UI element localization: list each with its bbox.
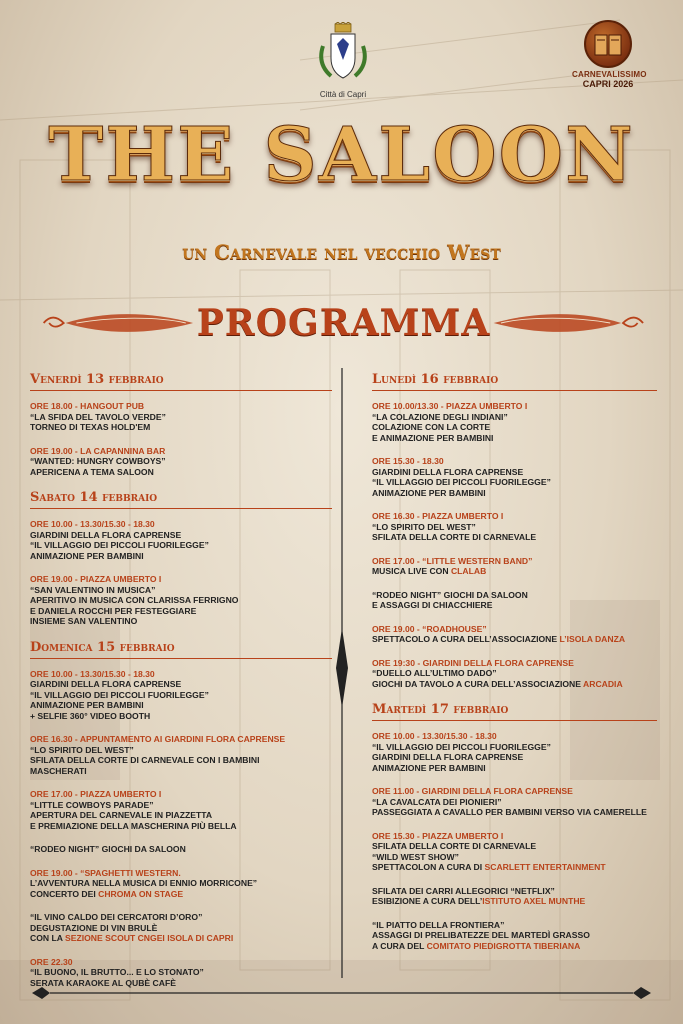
event-time: ORE 11.00 - GIARDINI DELLA FLORA CAPRENSE bbox=[372, 786, 573, 796]
day-heading: Domenica 15 febbraio bbox=[30, 640, 332, 659]
event-line bbox=[372, 634, 657, 645]
event-item bbox=[372, 624, 657, 645]
event-line bbox=[372, 566, 657, 577]
event-line: E DANIELA ROCCHI PER FESTEGGIARE bbox=[30, 605, 197, 616]
event-item bbox=[30, 446, 332, 478]
right-column bbox=[372, 372, 657, 964]
event-line: PASSEGGIATA A CAVALLO PER BAMBINI VERSO VIA CAMERELLE bbox=[372, 807, 647, 817]
day-section-lunedi bbox=[372, 372, 657, 689]
event-time: ORE 19.00 - “ROADHOUSE” bbox=[372, 623, 487, 634]
day-section-martedi bbox=[372, 702, 657, 951]
event-highlight: CHROMA ON STAGE bbox=[98, 888, 184, 899]
event-line: “IL VILLAGGIO DEI PICCOLI FUORILEGGE” bbox=[30, 689, 209, 700]
page-title: THE SALOON bbox=[48, 112, 635, 198]
event-item bbox=[372, 731, 657, 773]
event-line-prefix: SPETTACOLO A CURA DELL’ASSOCIAZIONE bbox=[372, 634, 560, 644]
city-label: Città di Capri bbox=[319, 90, 367, 99]
event-line bbox=[372, 679, 657, 690]
day-heading: Martedì 17 febbraio bbox=[372, 702, 657, 721]
event-line: “LA CAVALCATA DEI PIONIERI” bbox=[372, 796, 502, 807]
day-heading: Venerdì 13 febbraio bbox=[30, 372, 332, 391]
event-line: “IL VILLAGGIO DEI PICCOLI FUORILEGGE” bbox=[30, 540, 209, 550]
event-line: “RODEO NIGHT” GIOCHI DA SALOON bbox=[30, 844, 186, 854]
event-time: ORE 15.30 - PIAZZA UMBERTO I bbox=[372, 830, 504, 841]
event-item bbox=[372, 556, 657, 577]
carnival-name: CARNEVALISSIMO bbox=[572, 70, 647, 79]
event-line: GIARDINI DELLA FLORA CAPRENSE bbox=[30, 529, 182, 540]
event-highlight: ISTITUTO AXEL MUNTHE bbox=[482, 896, 586, 906]
event-line: GIARDINI DELLA FLORA CAPRENSE bbox=[372, 466, 524, 477]
carnival-year: CAPRI 2026 bbox=[582, 79, 634, 89]
event-item bbox=[372, 831, 657, 873]
event-time: ORE 10.00 - 13.30/15.30 - 18.30 bbox=[30, 519, 155, 529]
coat-of-arms-icon bbox=[315, 22, 371, 84]
event-line: E PREMIAZIONE DELLA MASCHERINA PIÙ BELLA bbox=[30, 820, 237, 831]
day-heading: Sabato 14 febbraio bbox=[30, 490, 332, 509]
event-time: ORE 19:30 - GIARDINI DELLA FLORA CAPRENSE bbox=[372, 657, 574, 668]
event-line: ANIMAZIONE PER BAMBINI bbox=[30, 700, 144, 710]
event-line: SFILATA DEI CARRI ALLEGORICI “NETFLIX” bbox=[372, 885, 555, 896]
event-line: DEGUSTAZIONE DI VIN BRULÈ bbox=[30, 922, 158, 933]
event-line: “IL PIATTO DELLA FRONTIERA” bbox=[372, 919, 505, 930]
event-line: E ANIMAZIONE PER BAMBINI bbox=[372, 432, 494, 443]
bottom-ornament-icon bbox=[30, 985, 653, 1001]
event-item bbox=[372, 401, 657, 443]
event-line: SFILATA DELLA CORTE DI CARNEVALE CON I BAMBINI bbox=[30, 755, 260, 765]
day-heading: Lunedì 16 febbraio bbox=[372, 372, 657, 391]
programma-heading: PROGRAMMA bbox=[196, 302, 491, 344]
event-line: SFILATA DELLA CORTE DI CARNEVALE bbox=[372, 841, 537, 851]
event-line: APERICENA A TEMA SALOON bbox=[30, 466, 154, 477]
event-list bbox=[372, 401, 657, 689]
event-line: APERITIVO IN MUSICA CON CLARISSA FERRIGNO bbox=[30, 595, 239, 605]
event-line: GIARDINI DELLA FLORA CAPRENSE bbox=[30, 679, 182, 689]
event-item bbox=[30, 789, 332, 831]
event-line-prefix: ESIBIZIONE A CURA DELL’ bbox=[372, 896, 483, 906]
event-line: “RODEO NIGHT” GIOCHI DA SALOON bbox=[372, 589, 528, 600]
event-item bbox=[372, 886, 657, 907]
event-line: “LA SFIDA DEL TAVOLO VERDE” bbox=[30, 411, 166, 422]
event-line: “IL VILLAGGIO DEI PICCOLI FUORILEGGE” bbox=[372, 477, 551, 487]
event-time: ORE 10.00/13.30 - PIAZZA UMBERTO I bbox=[372, 401, 528, 411]
day-section-venerdi bbox=[30, 372, 332, 477]
event-item bbox=[30, 574, 332, 627]
event-item bbox=[372, 658, 657, 690]
event-line: ASSAGGI DI PRELIBATEZZE DEL MARTEDÌ GRASSO bbox=[372, 930, 590, 940]
event-line: MASCHERATI bbox=[30, 765, 87, 776]
event-time: ORE 19.00 - LA CAPANNINA BAR bbox=[30, 445, 166, 456]
event-line: “LO SPIRITO DEL WEST” bbox=[372, 521, 476, 532]
event-time: ORE 10.00 - 13.30/15.30 - 18.30 bbox=[30, 668, 155, 679]
event-time: ORE 16.30 - APPUNTAMENTO AI GIARDINI FLORA CAPRENSE bbox=[30, 734, 286, 744]
event-line bbox=[372, 941, 657, 952]
event-line: SERATA KARAOKE AL QUBÈ CAFÈ bbox=[30, 977, 176, 988]
event-item bbox=[372, 456, 657, 498]
event-line: L’AVVENTURA NELLA MUSICA DI ENNIO MORRICONE” bbox=[30, 878, 258, 888]
event-line: “WILD WEST SHOW” bbox=[372, 851, 459, 862]
event-line: “LITTLE COWBOYS PARADE” bbox=[30, 799, 154, 810]
event-highlight: SEZIONE SCOUT CNGEI ISOLA DI CAPRI bbox=[65, 933, 234, 943]
event-line: “IL VINO CALDO DEI CERCATORI D’ORO” bbox=[30, 912, 203, 922]
event-highlight: L’ISOLA DANZA bbox=[559, 634, 626, 644]
event-time: ORE 22.30 bbox=[30, 956, 73, 967]
event-highlight: COMITATO PIEDIGROTTA TIBERIANA bbox=[426, 940, 581, 951]
event-time: ORE 16.30 - PIAZZA UMBERTO I bbox=[372, 511, 504, 521]
event-list bbox=[30, 669, 332, 989]
event-list bbox=[30, 519, 332, 627]
event-line-prefix: A CURA DEL bbox=[372, 940, 427, 951]
event-line: ANIMAZIONE PER BAMBINI bbox=[372, 487, 486, 498]
event-line: INSIEME SAN VALENTINO bbox=[30, 616, 138, 626]
event-line: “IL BUONO, IL BRUTTO... E LO STONATO” bbox=[30, 967, 204, 977]
event-time: ORE 18.00 - HANGOUT PUB bbox=[30, 401, 145, 411]
event-line-prefix: CON LA bbox=[30, 933, 66, 943]
event-line bbox=[30, 889, 332, 900]
event-highlight: SCARLETT ENTERTAINMENT bbox=[484, 862, 606, 872]
day-section-sabato bbox=[30, 490, 332, 627]
event-time: ORE 19.00 - PIAZZA UMBERTO I bbox=[30, 574, 162, 584]
left-flourish-icon bbox=[40, 306, 197, 340]
event-item bbox=[30, 868, 332, 900]
event-line: COLAZIONE CON LA CORTE bbox=[372, 422, 491, 432]
event-time: ORE 10.00 - 13.30/15.30 - 18.30 bbox=[372, 731, 497, 741]
programma-header bbox=[40, 298, 647, 348]
event-line: E ASSAGGI DI CHIACCHIERE bbox=[372, 600, 493, 610]
event-line bbox=[372, 862, 657, 873]
event-line: SFILATA DELLA CORTE DI CARNEVALE bbox=[372, 532, 537, 542]
page-subtitle: un Carnevale nel vecchio West bbox=[182, 240, 501, 264]
event-item bbox=[372, 590, 657, 611]
event-item bbox=[372, 786, 657, 818]
event-time: ORE 17.00 - “LITTLE WESTERN BAND” bbox=[372, 555, 533, 566]
event-line-prefix: CONCERTO DEI bbox=[30, 888, 99, 899]
event-line: “LO SPIRITO DEL WEST” bbox=[30, 744, 134, 755]
right-flourish-icon bbox=[490, 306, 647, 340]
event-line: “LA COLAZIONE DEGLI INDIANI” bbox=[372, 411, 508, 422]
event-item bbox=[30, 669, 332, 722]
event-item bbox=[30, 401, 332, 433]
event-line: APERTURA DEL CARNEVALE IN PIAZZETTA bbox=[30, 810, 213, 820]
event-line bbox=[30, 933, 332, 944]
event-time: ORE 17.00 - PIAZZA UMBERTO I bbox=[30, 789, 162, 799]
event-item bbox=[372, 920, 657, 952]
event-list bbox=[30, 401, 332, 477]
event-line: TORNEO DI TEXAS HOLD'EM bbox=[30, 422, 151, 432]
event-item bbox=[30, 844, 332, 855]
event-line: “WANTED: HUNGRY COWBOYS” bbox=[30, 456, 166, 466]
event-item bbox=[30, 957, 332, 989]
carnevalissimo-logo bbox=[572, 20, 647, 89]
saloon-doors-icon bbox=[584, 20, 632, 68]
event-list bbox=[372, 731, 657, 951]
day-section-domenica bbox=[30, 640, 332, 989]
column-divider-icon bbox=[334, 368, 350, 978]
event-highlight: CLALAB bbox=[450, 566, 487, 576]
event-line bbox=[372, 896, 657, 907]
event-time: ORE 15.30 - 18.30 bbox=[372, 456, 444, 466]
event-line: ANIMAZIONE PER BAMBINI bbox=[372, 762, 486, 773]
event-item bbox=[30, 912, 332, 944]
left-column bbox=[30, 372, 332, 1001]
event-line: “IL VILLAGGIO DEI PICCOLI FUORILEGGE” bbox=[372, 741, 551, 752]
event-item bbox=[30, 519, 332, 561]
event-line: ANIMAZIONE PER BAMBINI bbox=[30, 550, 144, 561]
event-item bbox=[30, 734, 332, 776]
event-line-prefix: GIOCHI DA TAVOLO A CURA DELL’ASSOCIAZIONE bbox=[372, 678, 584, 689]
event-line: “DUELLO ALL’ULTIMO DADO” bbox=[372, 668, 497, 678]
event-line: + SELFIE 360° VIDEO BOOTH bbox=[30, 710, 151, 721]
city-emblem bbox=[315, 22, 371, 99]
event-line-prefix: SPETTACOLON A CURA DI bbox=[372, 862, 485, 872]
event-line: GIARDINI DELLA FLORA CAPRENSE bbox=[372, 752, 524, 762]
event-line-prefix: MUSICA LIVE CON bbox=[372, 566, 451, 576]
event-item bbox=[372, 511, 657, 543]
event-line: “SAN VALENTINO IN MUSICA” bbox=[30, 584, 156, 595]
event-highlight: ARCADIA bbox=[583, 678, 623, 689]
event-time: ORE 19.00 - “SPAGHETTI WESTERN. bbox=[30, 867, 181, 878]
